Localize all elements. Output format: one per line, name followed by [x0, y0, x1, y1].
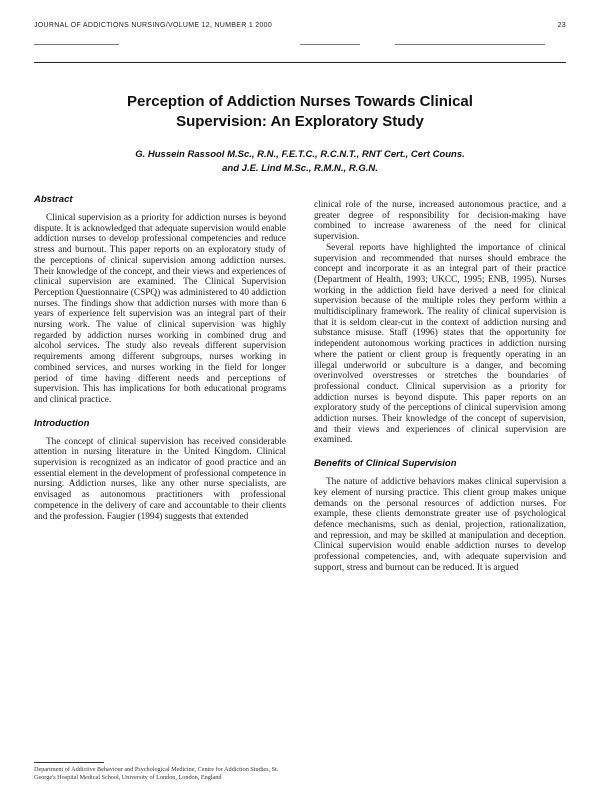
title-line-1: Perception of Addiction Nurses Towards Clinical	[127, 93, 473, 110]
section-gap	[314, 446, 566, 458]
affiliation-footnote: Department of Addictive Behaviour and Psychological Medicine, Centre for Addiction Studies, St. George's Hospital Medical School, University of London, London, England	[34, 766, 279, 781]
journal-line: JOURNAL OF ADDICTIONS NURSING/VOLUME 12, NUMBER 1 2000	[34, 22, 273, 29]
authors-line-2: and J.E. Lind M.Sc., R.M.N., R.G.N.	[222, 163, 378, 174]
header-rule-segment	[300, 44, 360, 45]
right-column	[314, 200, 566, 574]
header-rule-segment	[395, 44, 545, 45]
introduction-text: The concept of clinical supervision has received considerable attention in nursing literature in the United Kingdom. Clinical supervision is recognized as an indicator of good practice and an essential element in the development of professional competence in nursing. Addiction nurses, like any other nurse specialists, are envisaged as autonomous practitioners with professional competence in the delivery of care and accountable to their clients and the profession. Faugier (1994) suggests that extended	[34, 436, 286, 522]
article-authors	[60, 148, 540, 176]
abstract-text: Clinical supervision as a priority for addiction nurses is beyond dispute. It is acknowledged that adequate supervision would enable addiction nurses to develop professional competencies and reduce stress and burnout. This paper reports on an exploratory study of the perceptions of clinical supervision among addiction nurses. Their knowledge of the concept, and their views and experiences of clinical supervision are examined. The Clinical Supervision Perception Questionnaire (CSPQ) was administered to 40 addiction nurses. The findings show that addiction nurses with more than 6 years of experience felt supervision was an integral part of their nursing work. The value of clinical supervision was highly regarded by addiction nurses working in combined drug and alcohol services. The study also reveals different supervision requirements among different subgroups, nurses working in combined services, and nurses working in the field for longer period of time having different needs and perceptions of supervision. This has implications for both educational programs and clinical practice.	[34, 213, 286, 405]
page-number: 23	[557, 22, 566, 29]
benefits-text: The nature of addictive behaviors makes clinical supervision a key element of nursing practice. This client group makes unique demands on the personal resources of addiction nurses. For example, these clients demonstrate greater use of psychological defence mechanisms, such as denial, projection, rationalization, and repression, and may be skilled at manipulation and deception. Clinical supervision would enable addiction nurses to develop professional competencies, and, with adequate supervision and support, stress and burnout can be reduced. It is argued	[314, 477, 566, 573]
right-paragraph-2: Several reports have highlighted the importance of clinical supervision and recommended that nurses should embrace the concept and incorporate it as an integral part of their practice (Department of Health, 1993; UKCC, 1995; ENB, 1995). Nurses working in the addiction field have derived a need for clinical supervision because of the multiple roles they perform within a multidisciplinary framework. The reality of clinical supervision is that it is seldom clear-cut in the context of addiction nursing and substance misuse. Staff (1996) states that the opportunity for independent autonomous working practices in addiction nursing where the patient or client group is frequently operating in an illegal underworld or subculture is a danger, and becoming overinvolved overstresses or stretches the boundaries of professional conduct. Clinical supervision as a priority for addiction nurses is beyond dispute. This paper reports on an exploratory study of the perceptions of clinical supervision among addiction nurses. Their knowledge of the concept of supervision, and their views and experiences of clinical supervision are examined.	[314, 242, 566, 446]
header-rule	[34, 62, 566, 63]
article-title	[60, 92, 540, 132]
left-column	[34, 194, 286, 522]
right-paragraph-1: clinical role of the nurse, increased autonomous practice, and a greater degree of responsibility for decision-making have combined to increase awareness of the need for clinical supervision.	[314, 200, 566, 243]
section-gap	[34, 406, 286, 418]
introduction-heading: Introduction	[34, 417, 90, 429]
benefits-heading: Benefits of Clinical Supervision	[314, 458, 457, 470]
authors-line-1: G. Hussein Rassool M.Sc., R.N., F.E.T.C., R.C.N.T., RNT Cert., Cert Couns.	[135, 149, 465, 160]
footnote-rule	[34, 762, 104, 763]
running-head	[34, 22, 566, 29]
header-rule-segment	[34, 44, 119, 45]
abstract-heading: Abstract	[34, 194, 73, 205]
title-line-2: Supervision: An Exploratory Study	[176, 113, 424, 130]
